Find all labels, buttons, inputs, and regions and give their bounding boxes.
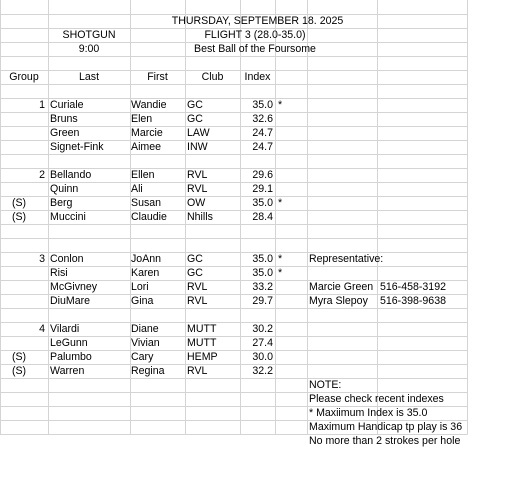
player-club: HEMP: [187, 351, 218, 363]
format-label: SHOTGUN: [62, 29, 116, 41]
column-header-group: Group: [9, 71, 39, 83]
player-index: 30.2: [252, 323, 273, 335]
group-number: 3: [39, 253, 45, 265]
max-index-flag: *: [278, 197, 283, 209]
column-header-first: First: [147, 71, 168, 83]
player-first: Marcie: [131, 127, 163, 139]
player-last: Green: [50, 127, 80, 139]
note-line: * Maxiimum Index is 35.0: [309, 407, 428, 419]
player-first: JoAnn: [131, 253, 162, 265]
player-last: McGivney: [50, 281, 98, 293]
player-first: Cary: [131, 351, 154, 363]
note-heading: NOTE:: [309, 379, 342, 391]
player-club: GC: [187, 99, 203, 111]
player-first: Susan: [131, 197, 162, 209]
game-format: Best Ball of the Foursome: [194, 43, 316, 55]
player-first: Claudie: [131, 211, 167, 223]
sub-marker: (S): [11, 211, 27, 223]
player-first: Karen: [131, 267, 160, 279]
player-club: GC: [187, 267, 203, 279]
player-index: 27.4: [252, 337, 273, 349]
player-first: Wandie: [131, 99, 167, 111]
player-club: LAW: [187, 127, 210, 139]
player-first: Lori: [131, 281, 149, 293]
representative-phone: 516-398-9638: [380, 295, 446, 307]
player-club: RVL: [187, 169, 208, 181]
player-last: Conlon: [50, 253, 84, 265]
player-last: Palumbo: [50, 351, 92, 363]
max-index-flag: *: [278, 267, 283, 279]
player-club: GC: [187, 113, 203, 125]
player-club: Nhills: [187, 211, 213, 223]
player-last: Berg: [50, 197, 73, 209]
group-number: 2: [39, 169, 45, 181]
player-club: OW: [187, 197, 206, 209]
player-last: Curiale: [50, 99, 84, 111]
player-first: Ellen: [131, 169, 155, 181]
player-last: DiuMare: [50, 295, 91, 307]
player-first: Ali: [131, 183, 143, 195]
player-last: Vilardi: [50, 323, 80, 335]
player-club: RVL: [187, 365, 208, 377]
player-last: Warren: [50, 365, 85, 377]
player-last: Risi: [50, 267, 68, 279]
max-index-flag: *: [278, 253, 283, 265]
note-line: Maximum Handicap tp play is 36: [309, 421, 463, 433]
player-index: 35.0: [252, 267, 273, 279]
group-number: 4: [39, 323, 45, 335]
flight-label: FLIGHT 3 (28.0-35.0): [204, 29, 306, 41]
player-last: LeGunn: [50, 337, 88, 349]
player-index: 29.1: [252, 183, 273, 195]
player-last: Bruns: [50, 113, 78, 125]
player-first: Gina: [131, 295, 154, 307]
player-first: Aimee: [131, 141, 162, 153]
sub-marker: (S): [11, 351, 27, 363]
player-last: Muccini: [50, 211, 86, 223]
player-last: Signet-Fink: [50, 141, 104, 153]
representative-label: Representative:: [309, 253, 384, 265]
max-index-flag: *: [278, 99, 283, 111]
sub-marker: (S): [11, 197, 27, 209]
player-club: MUTT: [187, 323, 217, 335]
sub-marker: (S): [11, 365, 27, 377]
player-club: GC: [187, 253, 203, 265]
event-date: THURSDAY, SEPTEMBER 18. 2025: [171, 15, 344, 27]
tee-time: 9:00: [78, 43, 100, 55]
representative-name: Myra Slepoy: [309, 295, 368, 307]
player-index: 32.6: [252, 113, 273, 125]
player-club: RVL: [187, 183, 208, 195]
note-line: No more than 2 strokes per hole: [309, 435, 461, 447]
player-index: 30.0: [252, 351, 273, 363]
representative-name: Marcie Green: [309, 281, 374, 293]
group-number: 1: [39, 99, 45, 111]
player-last: Bellando: [50, 169, 92, 181]
column-header-club: Club: [201, 71, 224, 83]
player-club: INW: [187, 141, 208, 153]
player-index: 24.7: [252, 127, 273, 139]
column-header-index: Index: [244, 71, 271, 83]
player-club: MUTT: [187, 337, 217, 349]
player-first: Elen: [131, 113, 153, 125]
player-index: 28.4: [252, 211, 273, 223]
player-index: 33.2: [252, 281, 273, 293]
player-index: 29.7: [252, 295, 273, 307]
player-index: 29.6: [252, 169, 273, 181]
player-club: RVL: [187, 295, 208, 307]
representative-phone: 516-458-3192: [380, 281, 446, 293]
column-header-last: Last: [78, 71, 100, 83]
player-index: 35.0: [252, 197, 273, 209]
player-index: 24.7: [252, 141, 273, 153]
player-club: RVL: [187, 281, 208, 293]
player-index: 32.2: [252, 365, 273, 377]
note-line: Please check recent indexes: [309, 393, 444, 405]
player-last: Quinn: [50, 183, 79, 195]
player-index: 35.0: [252, 253, 273, 265]
player-first: Regina: [131, 365, 165, 377]
player-index: 35.0: [252, 99, 273, 111]
player-first: Diane: [131, 323, 159, 335]
player-first: Vivian: [131, 337, 160, 349]
